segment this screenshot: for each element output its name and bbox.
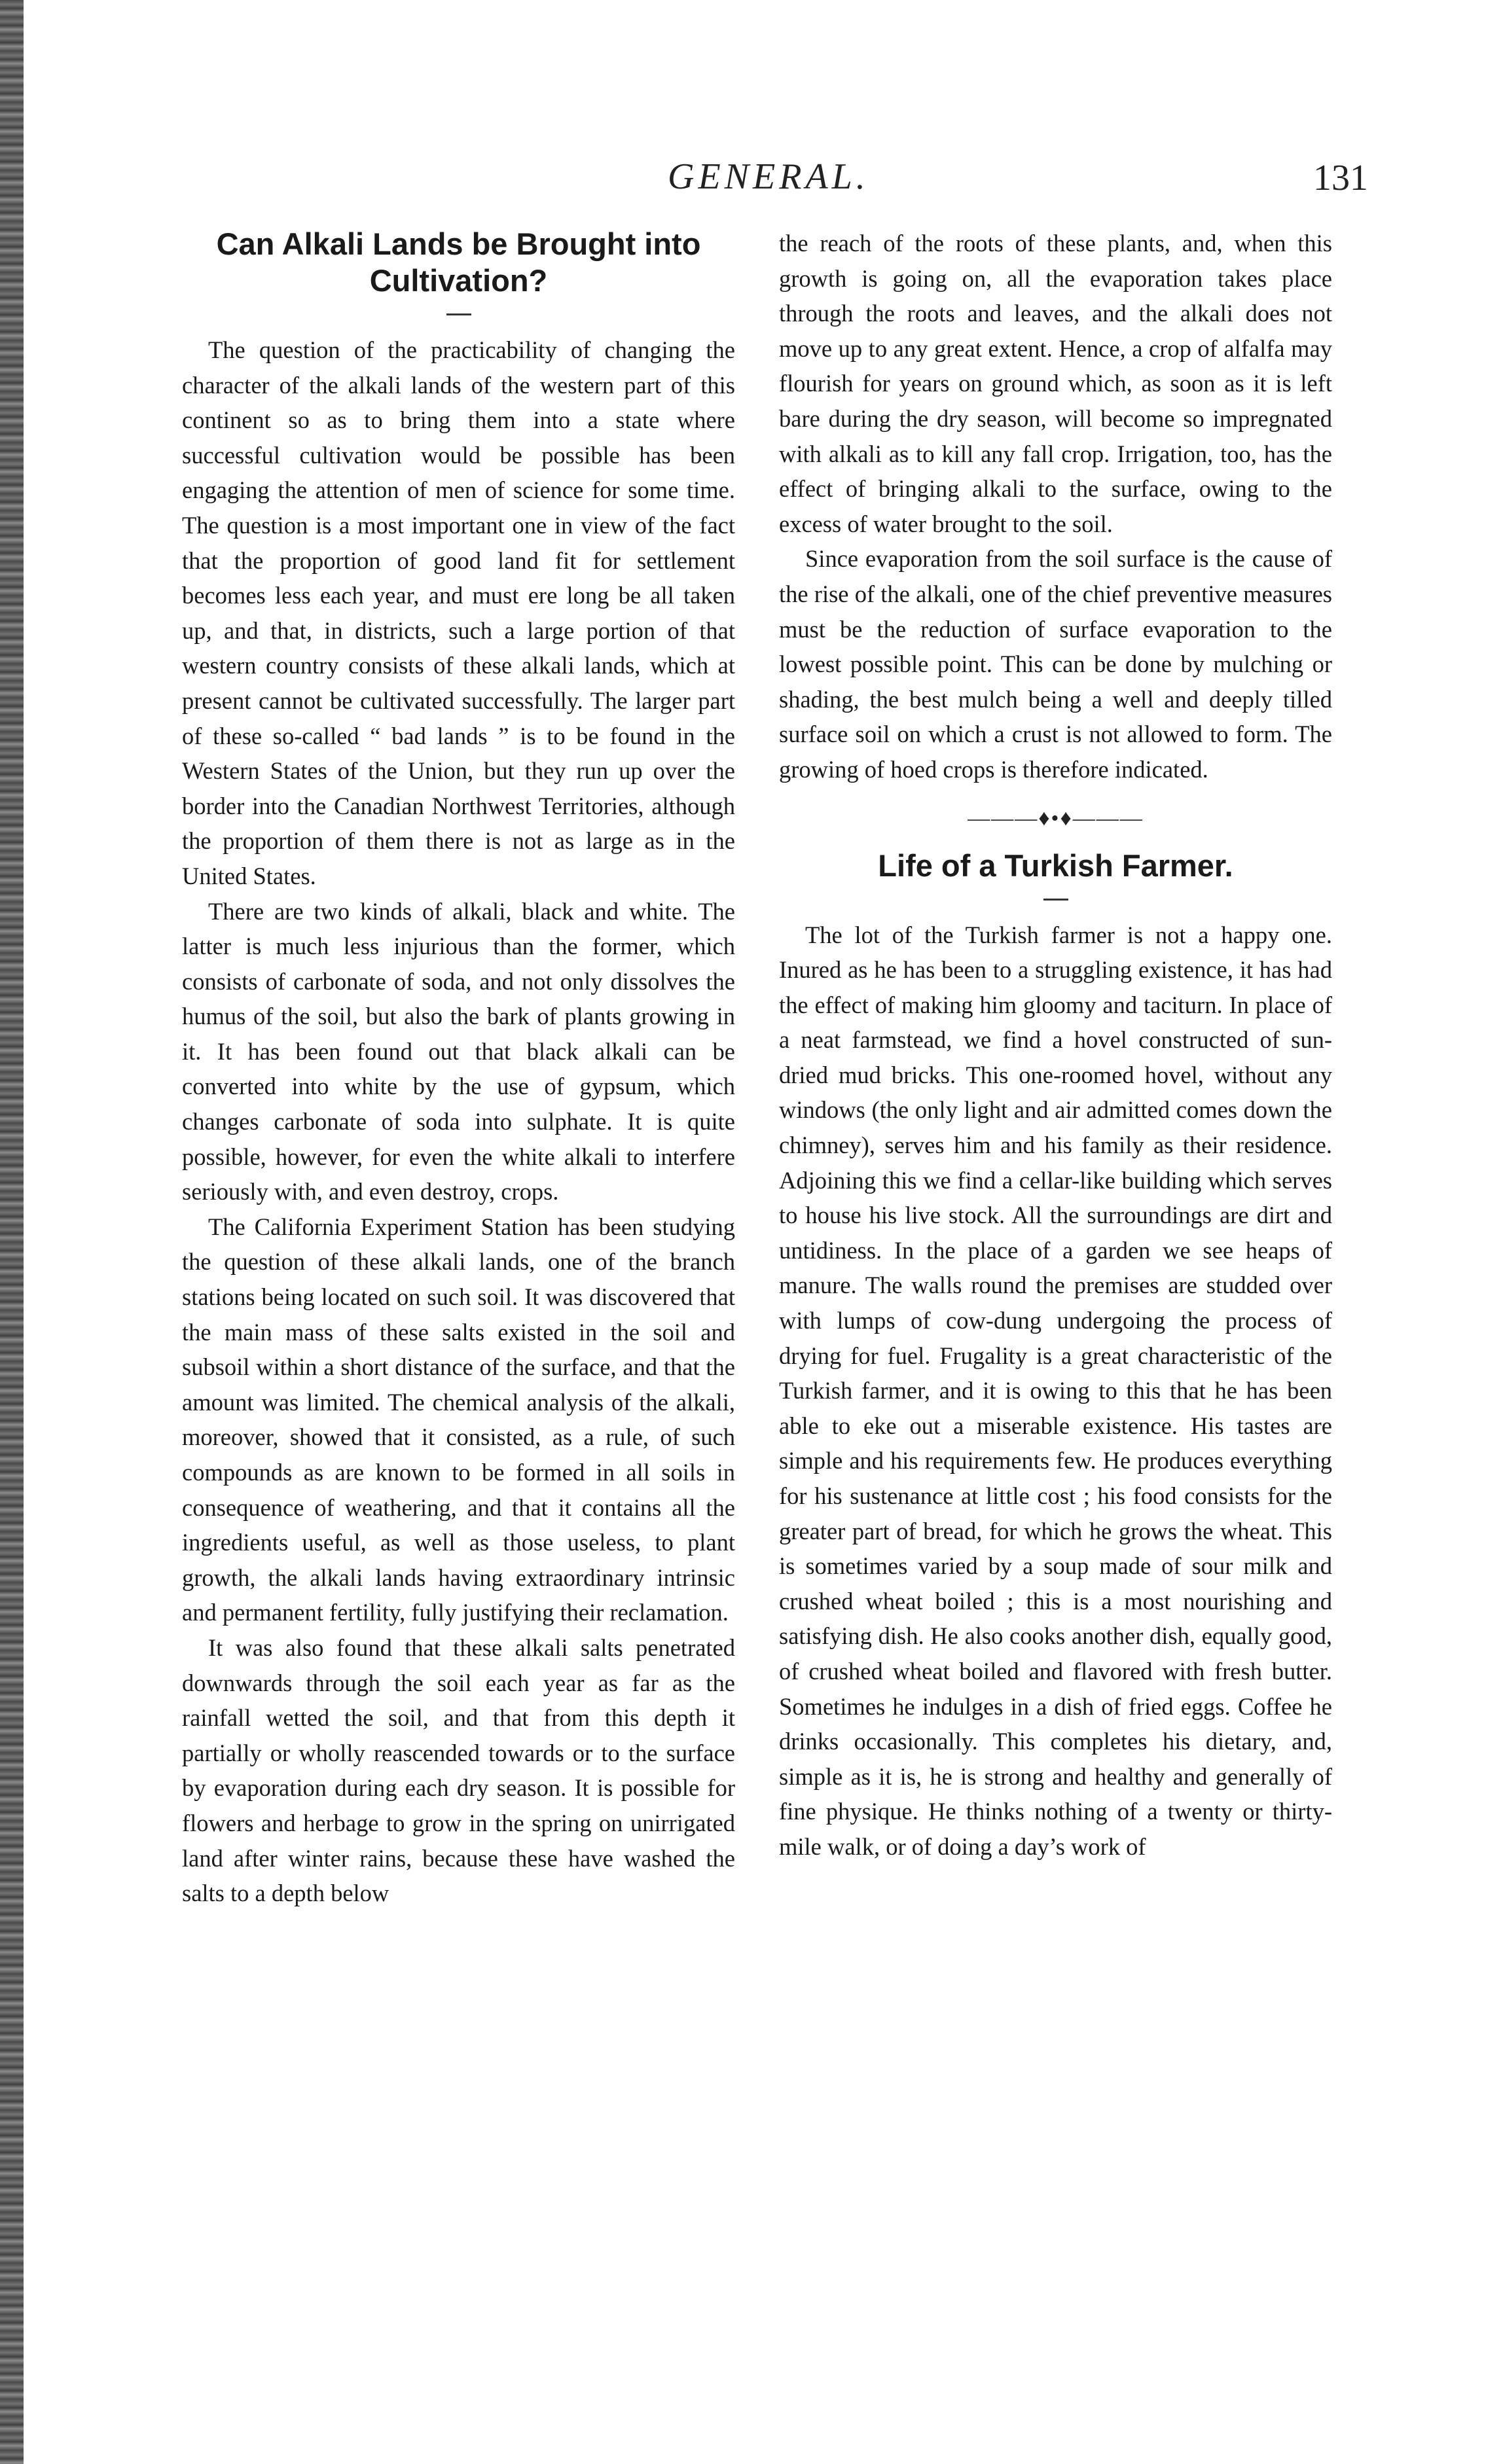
page-number: 131 bbox=[1313, 158, 1368, 198]
section-separator-ornament: ———♦•♦——— bbox=[968, 806, 1144, 830]
running-head: GENERAL. bbox=[668, 156, 869, 197]
right-column bbox=[779, 226, 1332, 1865]
left-column bbox=[182, 226, 735, 1911]
page-header bbox=[183, 156, 1368, 215]
article-paragraph: Since evaporation from the soil surface is the cause of the rise of the alkali, one of the chief preventive measures must be the reduction of surface evaporation to the lowest possible point. This can be done by mulching or shading, the best mulch being a well and deeply tilled surface soil on which a crust is not allowed to form. The growing of hoed crops is therefore indicated. bbox=[779, 545, 1332, 783]
page-binding-edge bbox=[0, 0, 24, 2464]
article-paragraph: The question of the practicability of changing the character of the alkali lands of the western part of this continent so as to bring them into a state where successful cultivation would be possible has been engaging the attention of men of science for some time. The question is a most important one in view of the fact that the proportion of good land fit for settlement becomes less each year, and must ere long be all taken up, and that, in districts, such a large portion of that western country consists of these alkali lands, which at present cannot be cultivated successfully. The larger part of these so-called “ bad lands ” is to be found in the Western States of the Union, but they run up over the border into the Canadian Northwest Territories, although the proportion of them there is not as large as in the United States. bbox=[182, 336, 735, 889]
article-paragraph: The lot of the Turkish farmer is not a happy one. Inured as he has been to a struggling existence, it has had the effect of making him gloomy and taciturn. In place of a neat farmstead, we find a hovel constructed of sun-dried mud bricks. This one-roomed hovel, without any windows (the only light and air admitted comes down the chimney), serves him and his family as their residence. Adjoining this we find a cellar-like building which serves to house his live stock. All the surroundings are dirt and untidiness. In the place of a garden we see heaps of manure. The walls round the premises are studded over with lumps of cow-dung undergoing the process of drying for fuel. Frugality is a great characteristic of the Turkish farmer, and it is owing to this that he has been able to eke out a miserable existence. His tastes are simple and his requirements few. He produces everything for his sustenance at little cost ; his food consists for the greater part of bread, for which he grows the wheat. This is sometimes varied by a soup made of sour milk and crushed wheat boiled ; this is a most nourishing and satisfying dish. He also cooks another dish, equally good, of crushed wheat boiled and flavored with fresh butter. Sometimes he indulges in a dish of fried eggs. Coffee he drinks occasionally. This completes his dietary, and, simple as it is, he is strong and healthy and generally of fine physique. He thinks nothing of a twenty or thirty-mile walk, or of doing a day’s work of bbox=[779, 921, 1332, 1860]
title-rule bbox=[446, 313, 471, 315]
article-title-turkish-farmer: Life of a Turkish Farmer. bbox=[878, 848, 1233, 883]
article-paragraph: There are two kinds of alkali, black and white. The latter is much less injurious than the former, which consists of carbonate of soda, and not only dissolves the humus of the soil, but also the bark of plants growing in it. It has been found out that black alkali can be converted into white by the use of gypsum, which changes carbonate of soda into sulphate. It is quite possible, however, for even the white alkali to interfere seriously with, and even destroy, crops. bbox=[182, 897, 735, 1205]
article-paragraph: It was also found that these alkali salts penetrated downwards through the soil each year as far as the rainfall wetted the soil, and that from this depth it partially or wholly reascended towards or to the surface by evaporation during each dry season. It is possible for flowers and herbage to grow in the spring on unirrigated land after winter rains, because these have washed the salts to a depth below bbox=[182, 1634, 735, 1907]
article-paragraph-continued: the reach of the roots of these plants, and, when this growth is going on, all the evaporation takes place through the roots and leaves, and the alkali does not move up to any great extent. Hence, a crop of alfalfa may flourish for years on ground which, as soon as it is left bare during the dry season, will become so impregnated with alkali as to kill any fall crop. Irrigation, too, has the effect of bringing alkali to the surface, owing to the excess of water brought to the soil. bbox=[779, 230, 1332, 537]
title-rule bbox=[1043, 899, 1068, 901]
article-title-alkali-lands: Can Alkali Lands be Brought into Cultivation? bbox=[216, 226, 701, 298]
article-paragraph: The California Experiment Station has been studying the question of these alkali lands, one of the branch stations being located on such soil. It was discovered that the main mass of these salts existed in the soil and subsoil within a short distance of the surface, and that the amount was limited. The chemical analysis of the alkali, moreover, showed that it consisted, as a rule, of such compounds as are known to be formed in all soils in consequence of weathering, and that it contains all the ingredients useful, as well as those useless, to plant growth, the alkali lands having extraordinary intrinsic and permanent fertility, fully justifying their reclamation. bbox=[182, 1213, 735, 1626]
